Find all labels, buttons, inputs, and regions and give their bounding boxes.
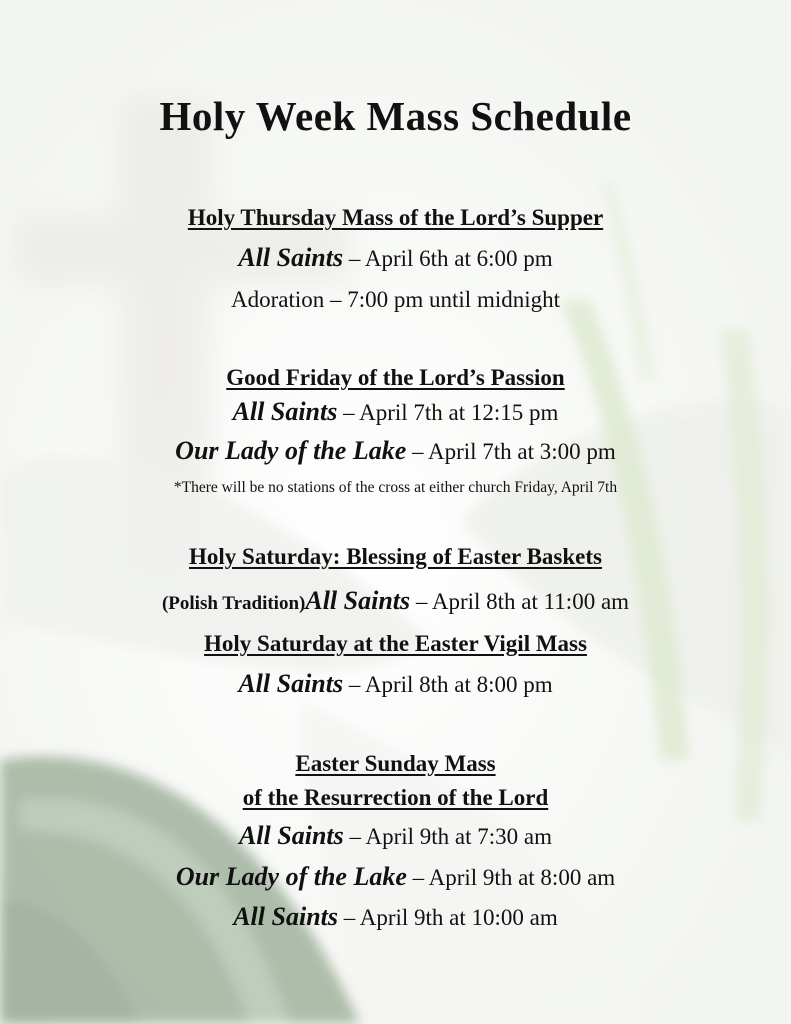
friday-entry (0, 397, 791, 427)
mass-time: – April 8th at 8:00 pm (343, 672, 553, 697)
friday-heading: Good Friday of the Lord’s Passion (226, 365, 565, 390)
thursday-entry (0, 243, 791, 273)
mass-time: – April 9th at 10:00 am (338, 905, 558, 930)
stations-note: *There will be no stations of the cross at either church Friday, April 7th (173, 479, 618, 496)
polish-tradition-label: (Polish Tradition) (161, 593, 306, 614)
saturday-entry (0, 586, 791, 616)
church-name: Our Lady of the Lake (175, 862, 407, 891)
sunday-entry (0, 902, 791, 932)
mass-time: – April 7th at 3:00 pm (406, 439, 616, 464)
adoration-note: Adoration – 7:00 pm until midnight (230, 287, 561, 312)
vigil-heading: Holy Saturday at the Easter Vigil Mass (204, 631, 587, 656)
mass-time: – April 8th at 11:00 am (410, 589, 630, 614)
mass-time: – April 7th at 12:15 pm (337, 400, 559, 425)
church-name: Our Lady of the Lake (175, 436, 407, 465)
church-name: All Saints (233, 902, 338, 931)
vigil-entry (0, 669, 791, 699)
saturday-heading: Holy Saturday: Blessing of Easter Baskets (189, 544, 602, 569)
sunday-entry (0, 821, 791, 851)
church-name: All Saints (238, 821, 344, 850)
sunday-entry (0, 862, 791, 892)
mass-time: – April 9th at 8:00 am (406, 865, 616, 890)
mass-time: – April 9th at 7:30 am (343, 824, 553, 849)
church-name: All Saints (305, 586, 411, 615)
church-name: All Saints (232, 397, 338, 426)
mass-time: – April 6th at 6:00 pm (343, 246, 553, 271)
thursday-heading: Holy Thursday Mass of the Lord’s Supper (187, 205, 604, 230)
page-title: Holy Week Mass Schedule (159, 93, 632, 139)
sunday-heading-line2: of the Resurrection of the Lord (242, 785, 549, 810)
sunday-heading-line1: Easter Sunday Mass (295, 751, 496, 776)
church-name: All Saints (238, 669, 344, 698)
church-name: All Saints (238, 243, 344, 272)
friday-entry (0, 436, 791, 466)
